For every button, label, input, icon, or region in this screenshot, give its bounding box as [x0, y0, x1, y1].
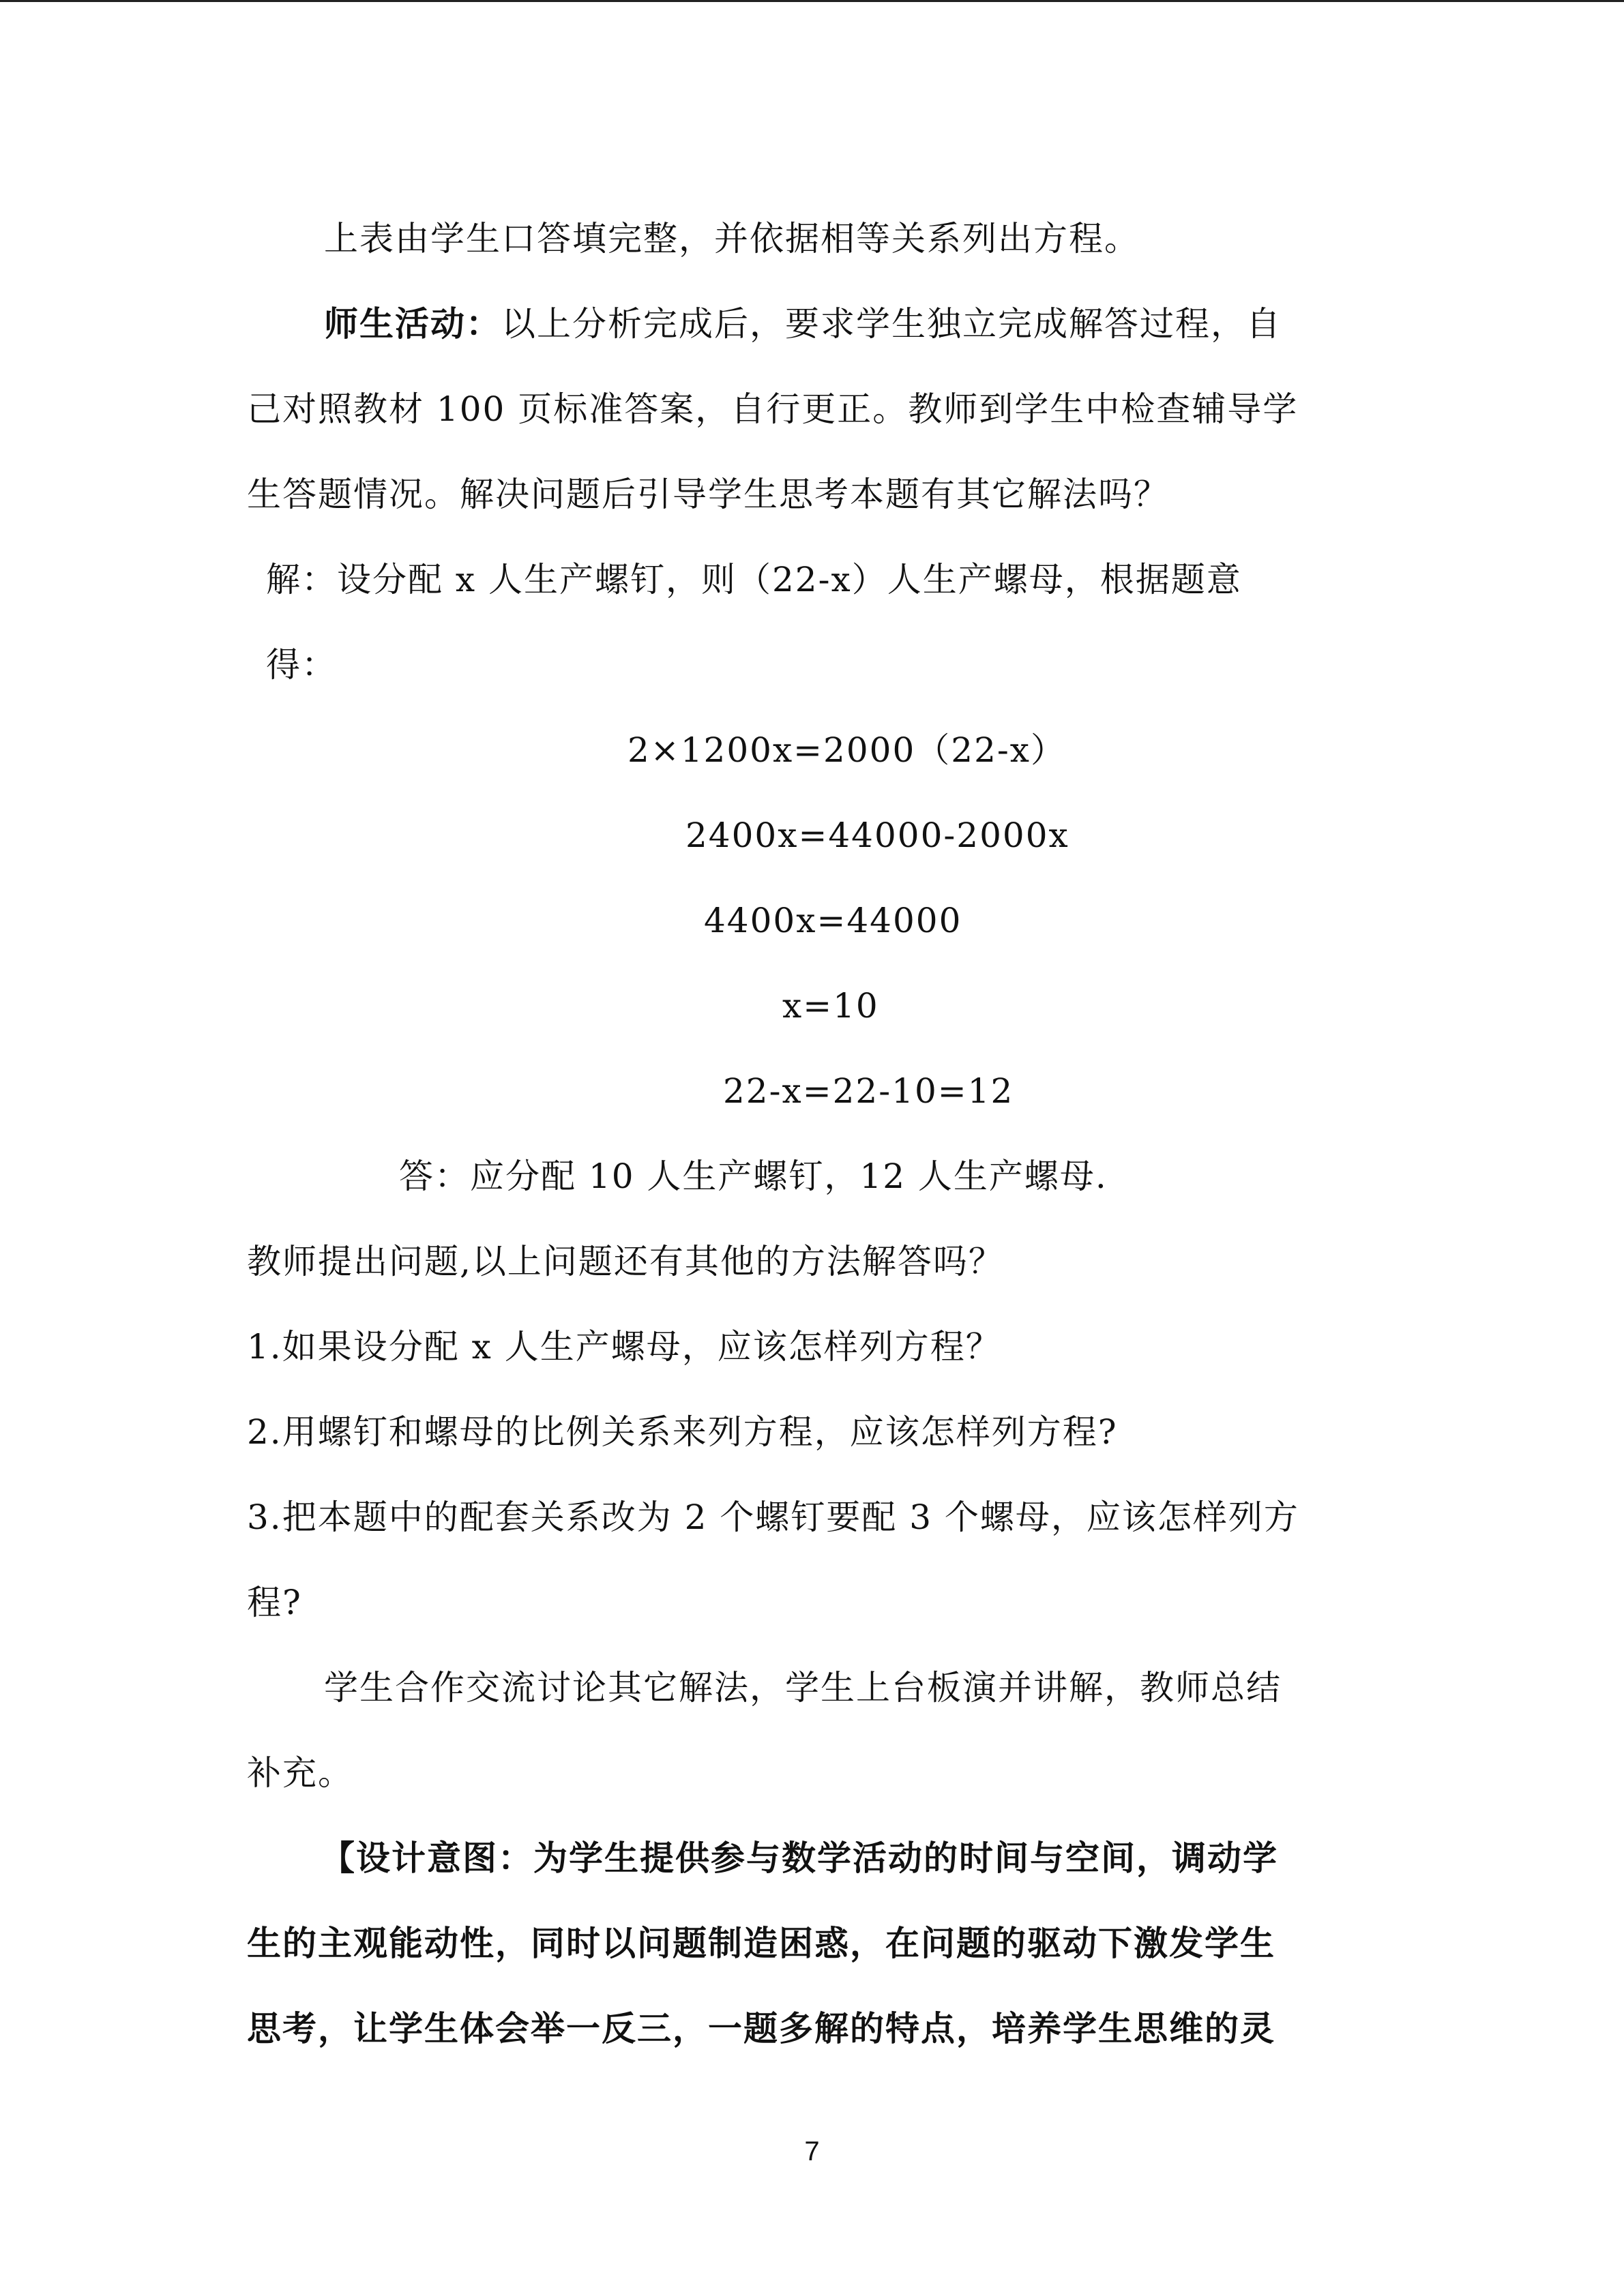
paragraph-table-summary: 上表由学生口答填完整，并依据相等关系列出方程。 [324, 219, 1140, 258]
question-3-line-2: 程? [247, 1583, 302, 1622]
discussion-line-2: 补充。 [247, 1753, 353, 1793]
teacher-question: 教师提出问题,以上问题还有其他的方法解答吗？ [247, 1242, 1004, 1281]
design-intent-line-2: 生的主观能动性，同时以问题制造困惑，在问题的驱动下激发学生 [247, 1923, 1275, 1963]
question-1: 1.如果设分配 x 人生产螺母，应该怎样列方程？ [247, 1327, 1001, 1367]
paragraph-activity-line-1 [324, 303, 1282, 344]
page-number: 7 [804, 2136, 820, 2166]
equation-4: x=10 [782, 986, 879, 1026]
question-2: 2.用螺钉和螺母的比例关系来列方程，应该怎样列方程? [247, 1412, 1118, 1452]
solution-setup-line-2: 得： [266, 645, 337, 685]
equation-3: 4400x=44000 [704, 901, 962, 940]
activity-text: 以上分析完成后，要求学生独立完成解答过程，自 [501, 304, 1282, 344]
question-3-line-1: 3.把本题中的配套关系改为 2 个螺钉要配 3 个螺母，应该怎样列方 [247, 1497, 1299, 1537]
paragraph-activity-line-2: 己对照教材 100 页标准答案，自行更正。教师到学生中检查辅导学 [247, 389, 1299, 429]
activity-label: 师生活动： [324, 303, 501, 344]
equation-1: 2×1200x=2000（22-x） [628, 730, 1067, 770]
answer-line: 答：应分配 10 人生产螺钉，12 人生产螺母. [399, 1157, 1108, 1196]
discussion-line-1: 学生合作交流讨论其它解法，学生上台板演并讲解，教师总结 [324, 1668, 1282, 1708]
page-top-border [0, 0, 1624, 2]
solution-setup-line-1: 解：设分配 x 人生产螺钉，则（22-x）人生产螺母，根据题意 [266, 560, 1242, 599]
equation-2: 2400x=44000-2000x [685, 816, 1069, 855]
paragraph-activity-line-3: 生答题情况。解决问题后引导学生思考本题有其它解法吗？ [247, 475, 1169, 514]
design-intent-line-3: 思考，让学生体会举一反三，一题多解的特点，培养学生思维的灵 [247, 2008, 1275, 2048]
equation-5: 22-x=22-10=12 [723, 1071, 1014, 1111]
design-intent-line-1: 【设计意图：为学生提供参与数学活动的时间与空间，调动学 [321, 1838, 1278, 1878]
